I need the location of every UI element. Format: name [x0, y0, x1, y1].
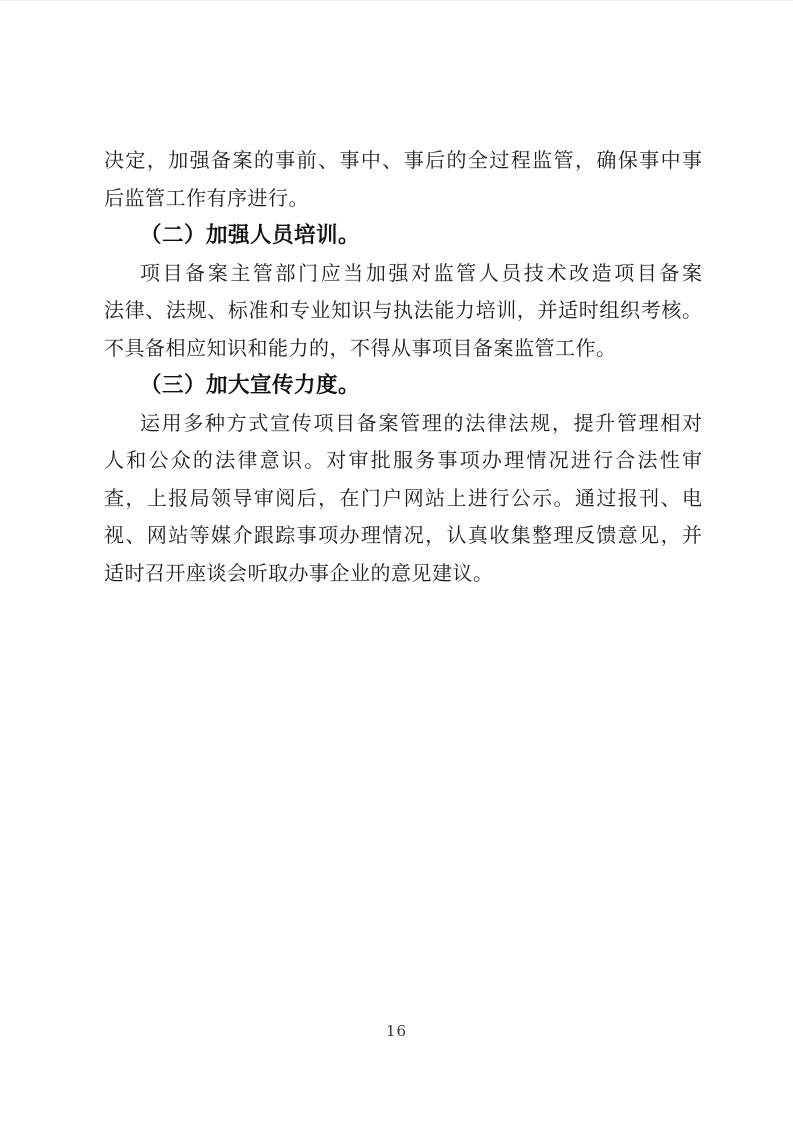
body-line: 人和公众的法律意识。对审批服务事项办理情况进行合法性审 — [104, 448, 702, 472]
body-line: 法律、法规、标准和专业知识与执法能力培训，并适时组织考核。 — [104, 298, 702, 322]
section-heading-2: （二）加强人员培训。 — [140, 223, 361, 248]
page-number: 16 — [385, 1022, 408, 1040]
body-line: 适时召开座谈会听取办事企业的意见建议。 — [104, 560, 494, 585]
body-line: 视、网站等媒介跟踪事项办理情况，认真收集整理反馈意见，并 — [104, 523, 702, 547]
document-body — [104, 142, 702, 592]
section-heading-3: （三）加大宣传力度。 — [140, 373, 361, 398]
body-line: 不具备相应知识和能力的，不得从事项目备案监管工作。 — [104, 335, 617, 360]
body-line: 后监管工作有序进行。 — [104, 185, 309, 210]
body-line: 运用多种方式宣传项目备案管理的法律法规，提升管理相对 — [140, 410, 702, 435]
body-line: 决定，加强备案的事前、事中、事后的全过程监管，确保事中事 — [104, 148, 702, 172]
page-footer — [0, 1021, 793, 1040]
body-line: 项目备案主管部门应当加强对监管人员技术改造项目备案 — [140, 260, 702, 285]
body-line: 查，上报局领导审阅后，在门户网站上进行公示。通过报刊、电 — [104, 485, 702, 510]
